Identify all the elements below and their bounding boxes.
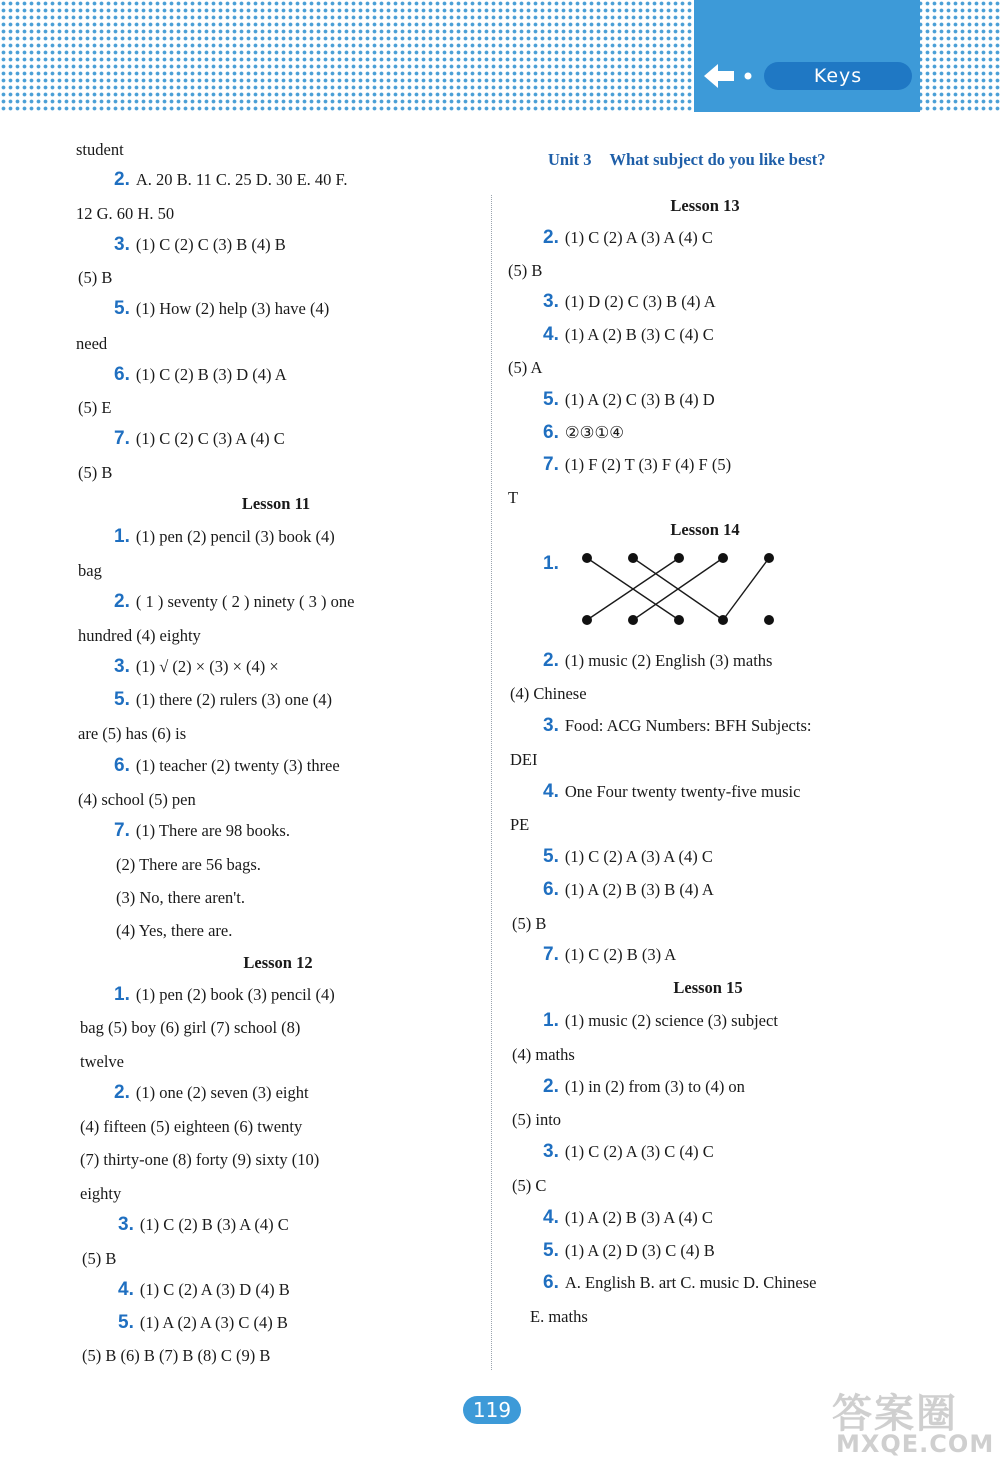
question-number: 2. [114, 169, 130, 190]
column-divider [491, 195, 492, 1370]
answer-line: need [76, 334, 108, 353]
answer-line: E. maths [530, 1307, 588, 1326]
question-number: 3. [543, 715, 559, 736]
question-number: 7. [114, 820, 130, 841]
answer-line: 3. (1) D (2) C (3) B (4) A [543, 291, 716, 312]
question-number: 6. [543, 422, 559, 443]
answer-line: 5. (1) there (2) rulers (3) one (4) [114, 689, 332, 710]
match-dot-top [628, 553, 638, 563]
answer-line: 4. (1) A (2) B (3) C (4) C [543, 324, 714, 345]
match-dot-top [674, 553, 684, 563]
answer-line: 7. (1) C (2) B (3) A [543, 944, 677, 965]
answer-line: 3. (1) C (2) C (3) B (4) B [114, 234, 286, 255]
question-number: 2. [114, 1082, 130, 1103]
answer-line: (5) B [78, 268, 113, 287]
question-number: 2. [543, 1076, 559, 1097]
lesson-heading: Lesson 15 [673, 978, 743, 997]
question-number: 3. [543, 291, 559, 312]
question-number: 3. [118, 1214, 134, 1235]
answer-line: T [508, 488, 519, 507]
match-dot-bottom [764, 615, 774, 625]
answer-line: (3) No, there aren't. [116, 888, 245, 907]
question-number: 6. [114, 364, 130, 385]
answer-line: 2. (1) in (2) from (3) to (4) on [543, 1076, 745, 1097]
question-number: 3. [114, 234, 130, 255]
answer-line: (5) into [512, 1110, 562, 1129]
answer-line: are (5) has (6) is [78, 724, 187, 743]
answer-line: 2. (1) music (2) English (3) maths [543, 650, 773, 671]
answer-line [543, 554, 565, 574]
question-number: 4. [543, 781, 559, 802]
match-dot-top [582, 553, 592, 563]
question-number: 1. [543, 1010, 559, 1031]
answer-line: 7. (1) There are 98 books. [114, 820, 290, 841]
answer-line: (5) B [82, 1249, 117, 1268]
answer-line: eighty [80, 1184, 122, 1203]
question-number: 2. [543, 227, 559, 248]
match-dot-bottom [582, 615, 592, 625]
answer-line: 3. (1) C (2) A (3) C (4) C [543, 1141, 714, 1162]
answer-line: 2. (1) C (2) A (3) A (4) C [543, 227, 713, 248]
answer-line: 1. (1) pen (2) pencil (3) book (4) [114, 526, 335, 547]
answer-line: 5. (1) C (2) A (3) A (4) C [543, 846, 713, 867]
lesson-heading: Lesson 13 [670, 196, 740, 215]
question-number: 3. [543, 1141, 559, 1162]
answer-line: (5) B [508, 261, 543, 280]
answer-line: 5. (1) A (2) A (3) C (4) B [118, 1312, 288, 1333]
answer-line: 5. (1) How (2) help (3) have (4) [114, 298, 330, 319]
answer-line: 4. (1) A (2) B (3) A (4) C [543, 1207, 713, 1228]
answer-line: 3. (1) C (2) B (3) A (4) C [118, 1214, 289, 1235]
question-number: 4. [118, 1279, 134, 1300]
answer-line: 6. (1) A (2) B (3) B (4) A [543, 879, 714, 900]
match-dot-bottom [674, 615, 684, 625]
answer-line: 12 G. 60 H. 50 [76, 204, 175, 223]
question-number: 2. [543, 650, 559, 671]
answer-line: 1. (1) music (2) science (3) subject [543, 1010, 778, 1031]
matching-diagram [575, 548, 785, 628]
answer-line: (2) There are 56 bags. [116, 855, 261, 874]
question-number: 2. [114, 591, 130, 612]
question-number: 4. [543, 1207, 559, 1228]
answer-line: DEI [510, 750, 538, 769]
answer-line: 6. A. English B. art C. music D. Chinese [543, 1272, 817, 1293]
question-number: 3. [114, 656, 130, 677]
keys-label: Keys [764, 62, 912, 90]
answer-line: (5) B [78, 463, 113, 482]
question-number: 5. [118, 1312, 134, 1333]
question-number: 5. [543, 389, 559, 410]
question-number: 5. [543, 846, 559, 867]
answer-line: 1. (1) pen (2) book (3) pencil (4) [114, 984, 335, 1005]
question-number: 1. [114, 984, 130, 1005]
keys-panel [694, 0, 920, 112]
question-number: 7. [114, 428, 130, 449]
arrow-left-icon [702, 62, 760, 90]
answer-line: 6. (1) teacher (2) twenty (3) three [114, 755, 340, 776]
answer-line: 6. (1) C (2) B (3) D (4) A [114, 364, 287, 385]
answer-line: (4) Yes, there are. [116, 921, 233, 940]
unit-title: Unit 3 What subject do you like best? [548, 150, 826, 169]
answer-line: (4) maths [512, 1045, 575, 1064]
question-number: 7. [543, 454, 559, 475]
answer-line: 4. (1) C (2) A (3) D (4) B [118, 1279, 290, 1300]
match-dot-bottom [718, 615, 728, 625]
answer-line: (5) B (6) B (7) B (8) C (9) B [82, 1346, 271, 1365]
match-dot-top [764, 553, 774, 563]
answer-line: 3. (1) √ (2) × (3) × (4) × [114, 656, 279, 677]
answer-line: (4) school (5) pen [78, 790, 196, 809]
answer-line: (5) E [78, 398, 112, 417]
answer-line: bag (5) boy (6) girl (7) school (8) [80, 1018, 301, 1037]
answer-line: 6. ②③①④ [543, 422, 625, 443]
answer-line: 7. (1) F (2) T (3) F (4) F (5) [543, 454, 732, 475]
lesson-heading: Lesson 14 [670, 520, 740, 539]
question-number: 1. [114, 526, 130, 547]
answer-line: (4) fifteen (5) eighteen (6) twenty [80, 1117, 303, 1136]
answer-line: student [76, 140, 124, 159]
answer-line: hundred (4) eighty [78, 626, 201, 645]
answer-line: (7) thirty-one (8) forty (9) sixty (10) [80, 1150, 320, 1169]
watermark-mark: 答案圈 [832, 1391, 958, 1437]
watermark-text: MXQE.COM [836, 1430, 995, 1458]
question-number: 6. [114, 755, 130, 776]
answer-line: 2. A. 20 B. 11 C. 25 D. 30 E. 40 F. [114, 169, 348, 190]
answer-line: 5. (1) A (2) C (3) B (4) D [543, 389, 715, 410]
question-number: 6. [543, 1272, 559, 1293]
page-number: 119 [463, 1396, 521, 1424]
answer-line: 5. (1) A (2) D (3) C (4) B [543, 1240, 715, 1261]
watermark [832, 1382, 995, 1462]
question-number: 4. [543, 324, 559, 345]
answer-line: bag [78, 561, 102, 580]
answer-line: twelve [80, 1052, 124, 1071]
answer-line: PE [510, 815, 530, 834]
lesson-heading: Lesson 11 [241, 494, 311, 513]
answer-line: 3. Food: ACG Numbers: BFH Subjects: [543, 715, 812, 736]
question-number: 1. [543, 553, 559, 574]
question-number: 6. [543, 879, 559, 900]
answer-line: 2. ( 1 ) seventy ( 2 ) ninety ( 3 ) one [114, 591, 355, 612]
question-number: 7. [543, 944, 559, 965]
answer-line: (5) A [508, 358, 543, 377]
answer-line: 7. (1) C (2) C (3) A (4) C [114, 428, 285, 449]
answer-line: 4. One Four twenty twenty-five music [543, 781, 801, 802]
answer-line: (4) Chinese [510, 684, 587, 703]
question-number: 5. [114, 298, 130, 319]
question-number: 5. [543, 1240, 559, 1261]
answer-line: 2. (1) one (2) seven (3) eight [114, 1082, 309, 1103]
answer-line: (5) C [512, 1176, 547, 1195]
question-number: 5. [114, 689, 130, 710]
match-dot-bottom [628, 615, 638, 625]
match-dot-top [718, 553, 728, 563]
lesson-heading: Lesson 12 [243, 953, 313, 972]
answer-line: (5) B [512, 914, 547, 933]
